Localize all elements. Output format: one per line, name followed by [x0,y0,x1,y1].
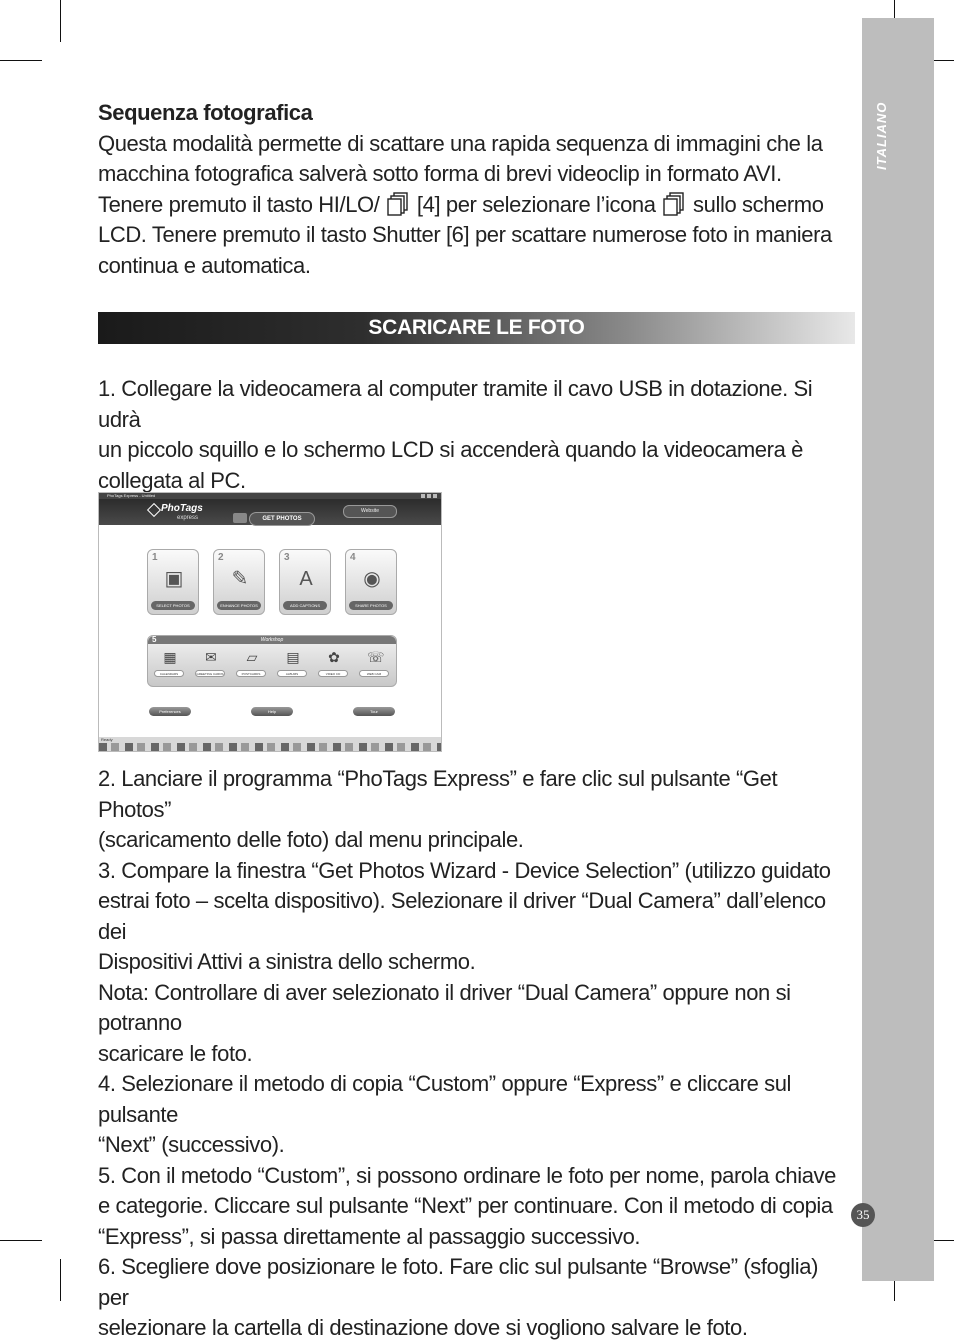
photags-screenshot [98,492,442,752]
share-photos-tile[interactable] [345,549,397,615]
language-label: ITALIANO [874,101,889,170]
select-photos-tile[interactable] [147,549,199,615]
step-1 [98,374,853,496]
paragraph-line: macchina fotografica salverà sotto forma di brevi videoclip in formato AVI. [98,161,782,186]
tile-label: SHARE PHOTOS [349,601,393,610]
section-title-bar: SCARICARE LE FOTO [98,312,855,344]
get-photos-button[interactable]: GET PHOTOS [249,512,315,526]
paragraph-line: LCD. Tenere premuto il tasto Shutter [6] per scattare numerose foto in maniera [98,222,832,247]
steps-2-6 [98,764,853,1344]
add-captions-tile[interactable] [279,549,331,615]
language-side-tab [862,18,934,1281]
tile-number: 2 [218,552,224,563]
enhance-photos-tile[interactable] [213,549,265,615]
page-number: 35 [851,1203,875,1227]
photags-logo-icon [147,503,161,517]
album-icon: ▤ [286,649,300,665]
tour-button[interactable]: Tour [353,707,395,716]
workshop-item-label: VIDEO CD [318,670,348,677]
burst-mode-icon [387,192,409,216]
crop-mark [60,1259,61,1301]
paragraph-line [98,190,853,221]
workshop-panel [147,635,397,687]
app-logo-sub: express [177,515,199,521]
tile-label: ADD CAPTIONS [283,601,327,610]
tile-number: 4 [350,552,356,563]
workshop-item-label: POSTCARDS [236,670,266,677]
paragraph-line: Nota: Controllare di aver selezionato il driver “Dual Camera” oppure non si potranno [98,979,791,1035]
paragraph-line: continua e automatica. [98,252,311,278]
app-logo: PhoTags [161,503,203,514]
workshop-item-postcards[interactable] [236,648,266,684]
website-button[interactable]: Website [343,505,397,518]
calendar-icon: ▦ [163,649,177,665]
paragraph-line: Dispositivi Attivi a sinistra dello schermo. [98,949,476,974]
status-text: Ready [101,737,113,742]
paragraph-line: e categorie. Cliccare sul pulsante “Next” per continuare. Con il metodo di copia [98,1193,833,1218]
help-button[interactable]: Help [251,707,293,716]
workshop-item-albums[interactable] [277,648,307,684]
workshop-item-greeting-cards[interactable] [195,648,225,684]
crop-mark [60,0,61,42]
burst-mode-icon [663,192,685,216]
brush-icon: ✎ [231,568,249,590]
webcam-icon: ☏ [367,649,385,665]
tile-number: 1 [152,552,158,563]
paragraph-text: sullo schermo [693,191,824,217]
paragraph-line: (scaricamento delle foto) dal menu principale. [98,827,524,852]
minimize-icon [421,494,425,498]
workshop-item-calendars[interactable] [154,648,184,684]
postcard-icon: ▱ [246,649,258,665]
window-titlebar: PhoTags Express - Untitled [99,493,442,499]
share-icon: ◉ [363,568,381,590]
workshop-item-label: GREETING CARDS [196,672,224,676]
taskbar [99,743,441,752]
photo-sequence-section [98,98,853,281]
paragraph-line: selezionare la cartella di destinazione dove si vogliono salvare le foto. [98,1315,748,1340]
paragraph-line: un piccolo squillo e lo schermo LCD si accenderà quando la videocamera è [98,437,803,462]
workshop-item-label: WEB CAM [359,670,389,677]
video-cd-icon: ✿ [328,649,340,665]
workshop-item-video-cd[interactable] [318,648,348,684]
workshop-item-label: CALENDARS [154,670,184,677]
paragraph-line: 1. Collegare la videocamera al computer tramite il cavo USB in dotazione. Si udrà [98,376,813,432]
paragraph-line: 5. Con il metodo “Custom”, si possono ordinare le foto per nome, parola chiave [98,1162,836,1188]
crop-mark [0,1240,42,1241]
workshop-item-label: ALBUMS [277,670,307,677]
app-header [99,499,441,525]
workshop-title: Workshop [260,637,284,643]
tile-label: SELECT PHOTOS [151,601,195,610]
caption-icon: A [299,568,313,590]
paragraph-line: estrai foto – scelta dispositivo). Selezionare il driver “Dual Camera” dall’elenco dei [98,888,826,944]
paragraph-line: 3. Compare la finestra “Get Photos Wizard - Device Selection” (utilizzo guidato [98,857,831,883]
paragraph-text: [4] per selezionare l’icona [416,191,656,217]
status-bar [99,737,441,752]
workshop-item-web-cam[interactable] [359,648,389,684]
folder-icon: ▣ [164,568,184,590]
camera-icon [233,513,247,523]
tile-label: ENHANCE PHOTOS [217,601,261,610]
paragraph-line: “Express”, si passa direttamente al passaggio successivo. [98,1223,641,1249]
paragraph-line: 4. Selezionare il metodo di copia “Custom” oppure “Express” e cliccare sul pulsante [98,1071,792,1127]
preferences-button[interactable]: Preferences [149,707,191,716]
maximize-icon [427,494,431,498]
workshop-number: 5 [152,635,157,644]
greeting-card-icon: ✉ [205,649,217,665]
paragraph-line: “Next” (successivo). [98,1132,285,1157]
paragraph-text: Tenere premuto il tasto HI/LO/ [98,191,380,217]
paragraph-line: collegata al PC. [98,467,246,493]
section-heading: Sequenza fotografica [98,100,313,125]
paragraph-line: Questa modalità permette di scattare una rapida sequenza di immagini che la [98,130,823,156]
paragraph-line: scaricare le foto. [98,1040,253,1066]
paragraph-line: 6. Scegliere dove posizionare le foto. Fare clic sul pulsante “Browse” (sfoglia) per [98,1254,819,1310]
close-icon [433,494,437,498]
tile-number: 3 [284,552,290,563]
paragraph-line: 2. Lanciare il programma “PhoTags Express” e fare clic sul pulsante “Get Photos” [98,766,778,822]
crop-mark [0,60,42,61]
